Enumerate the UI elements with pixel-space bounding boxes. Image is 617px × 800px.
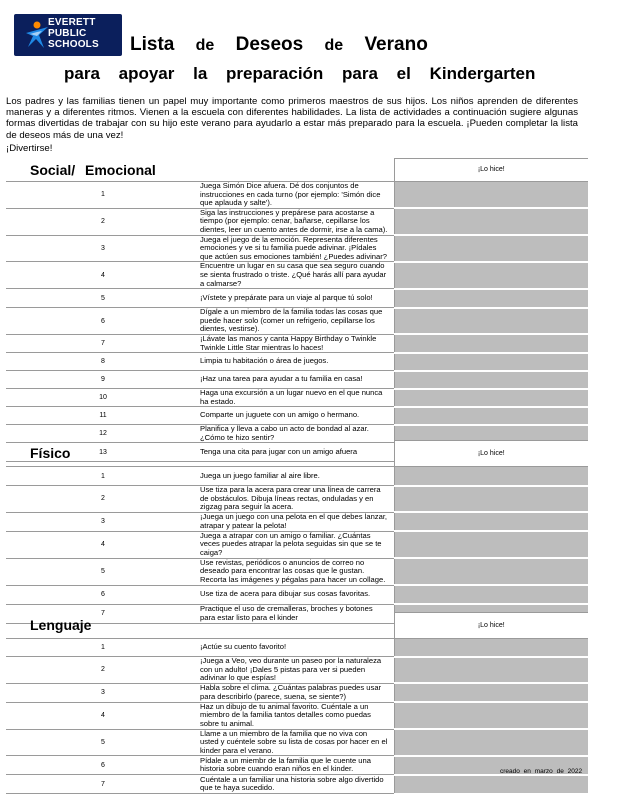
activity-row xyxy=(6,235,588,262)
activity-text: Pídale a un miembr de la familia que le cuente una historia sobre cuando eran niños en el kinder. xyxy=(200,756,394,775)
section-title: Social/ Emocional xyxy=(6,159,394,182)
activity-row xyxy=(6,262,588,289)
activity-text: Haz un dibujo de tu animal favorito. Cuéntale a un miembro de la familia tantos detalles como puedas sobre tu animal. xyxy=(200,702,394,729)
activity-number: 3 xyxy=(6,683,200,702)
activity-row xyxy=(6,702,588,729)
done-checkbox[interactable] xyxy=(394,235,588,262)
done-checkbox[interactable] xyxy=(394,371,588,389)
activity-text: Llame a un miembro de la familia que no viva con usted y cuéntele sobre su lista de cosas por hacer en el kinder para el verano. xyxy=(200,729,394,756)
done-checkbox[interactable] xyxy=(394,639,588,657)
activity-number: 5 xyxy=(6,729,200,756)
activity-row xyxy=(6,467,588,486)
activity-text: Habla sobre el clima. ¿Cuántas palabras puedes usar para describirlo (parece, suena, se siente?) xyxy=(200,683,394,702)
activity-row xyxy=(6,353,588,371)
activity-number: 3 xyxy=(6,235,200,262)
title-word-deseos: Deseos xyxy=(235,34,304,55)
activity-number: 2 xyxy=(6,208,200,235)
title-word-de-1: de xyxy=(195,37,215,54)
done-checkbox[interactable] xyxy=(394,208,588,235)
activity-text: Juega a atrapar con un amigo o familiar. ¿Cuántas veces puedes atrapar la pelota seguidas sin que se te caiga? xyxy=(200,531,394,558)
activity-number: 4 xyxy=(6,262,200,289)
activity-number: 13 xyxy=(6,443,200,462)
done-checkbox[interactable] xyxy=(394,531,588,558)
done-checkbox[interactable] xyxy=(394,353,588,371)
logo-line-1: EVERETT xyxy=(48,17,96,28)
created-date: creado en marzo de 2022 xyxy=(500,768,583,775)
activity-text: Dígale a un miembro de la familia todas las cosas que puede hacer solo (comer un refrigerio, cepillarse los dientes, vestirse). xyxy=(200,308,394,335)
activity-text: Practique el uso de cremalleras, broches y botones para estar listo para el kinder xyxy=(200,604,394,623)
done-column-label: ¡Lo hice! xyxy=(394,159,588,182)
activity-number: 2 xyxy=(6,486,200,513)
activity-text: Juega Simón Dice afuera. Dé dos conjuntos de instrucciones en cada turno (por ejemplo: 'Simón dice que aplauda y salte'). xyxy=(200,182,394,209)
activity-row xyxy=(6,639,588,657)
activity-number: 4 xyxy=(6,702,200,729)
activity-text: Siga las instrucciones y prepárese para acostarse a tiempo (por ejemplo: cenar, bañarse, cepillarse los dientes, leer un cuento antes de dormir, irse a la cama). xyxy=(200,208,394,235)
activity-text: Encuentre un lugar en su casa que sea seguro cuando se sienta frustrado o triste. ¿Qué harás allí para ayudar a calmarse? xyxy=(200,262,394,289)
page-subtitle: para apoyar la preparación para el Kindergarten xyxy=(64,64,536,83)
done-checkbox[interactable] xyxy=(394,289,588,308)
activity-row xyxy=(6,657,588,684)
activity-number: 7 xyxy=(6,334,200,352)
activity-number: 12 xyxy=(6,425,200,443)
logo-line-3: SCHOOLS xyxy=(48,39,99,50)
done-checkbox[interactable] xyxy=(394,702,588,729)
activity-number: 5 xyxy=(6,289,200,308)
title-word-de-2: de xyxy=(324,37,344,54)
activity-text: Juega un juego familiar al aire libre. xyxy=(200,467,394,486)
activity-text: Use revistas, periódicos o anuncios de correo no deseado para encontrar las cosas que le gustan. Recorta las imágenes y pégalas para hacer un collage. xyxy=(200,558,394,585)
activity-number: 6 xyxy=(6,585,200,604)
activity-row xyxy=(6,371,588,389)
section-title: Lenguaje xyxy=(6,613,394,639)
activity-text: Planifica y lleva a cabo un acto de bondad al azar. ¿Cómo te hizo sentir? xyxy=(200,425,394,443)
done-checkbox[interactable] xyxy=(394,407,588,425)
intro-paragraph: Los padres y las familias tienen un papel muy importante como primeros maestros de sus hijos. Los niños aprenden de diferentes maneras y a diferentes ritmos. Vienen a la escuela con diferentes habilidades. La lista de actividades a continuación sugiere algunas formas divertidas de trabajar con su hijo este verano para ayudarlo a estar más preparado para la escuela. ¡Pueden completar la lista de deseos más de una vez! xyxy=(6,96,578,141)
activity-number: 2 xyxy=(6,657,200,684)
activity-text: Tenga una cita para jugar con un amigo afuera xyxy=(200,443,394,462)
social-emotional-header xyxy=(6,159,588,182)
activity-row xyxy=(6,531,588,558)
activity-text: Limpia tu habitación o área de juegos. xyxy=(200,353,394,371)
activity-number: 1 xyxy=(6,182,200,209)
activity-row xyxy=(6,208,588,235)
activity-number: 6 xyxy=(6,756,200,775)
done-checkbox[interactable] xyxy=(394,512,588,531)
done-checkbox[interactable] xyxy=(394,389,588,407)
done-checkbox[interactable] xyxy=(394,467,588,486)
activity-row xyxy=(6,289,588,308)
activity-number: 8 xyxy=(6,353,200,371)
activity-row xyxy=(6,775,588,794)
activity-text: Cuéntale a un familiar una historia sobre algo divertido que te haya sucedido. xyxy=(200,775,394,794)
activity-number: 6 xyxy=(6,308,200,335)
activity-text: Haga una excursión a un lugar nuevo en el que nunca ha estado. xyxy=(200,389,394,407)
social-emotional-table xyxy=(6,158,588,463)
activity-text: Use tiza para la acera para crear una línea de carrera de obstáculos. Dibuja líneas rectas, onduladas y en zigzag para seguir la acera. xyxy=(200,486,394,513)
done-checkbox[interactable] xyxy=(394,729,588,756)
school-logo xyxy=(14,14,122,56)
activity-text: ¡Lávate las manos y canta Happy Birthday o Twinkle Twinkle Little Star mientras lo haces! xyxy=(200,334,394,352)
done-checkbox[interactable] xyxy=(394,683,588,702)
done-checkbox[interactable] xyxy=(394,657,588,684)
activity-number: 11 xyxy=(6,407,200,425)
done-checkbox[interactable] xyxy=(394,585,588,604)
activity-row xyxy=(6,683,588,702)
logo-line-2: PUBLIC xyxy=(48,28,87,39)
activity-row xyxy=(6,729,588,756)
activity-row xyxy=(6,512,588,531)
title-word-verano: Verano xyxy=(364,34,428,55)
activity-text: Comparte un juguete con un amigo o hermano. xyxy=(200,407,394,425)
activity-row xyxy=(6,407,588,425)
activity-text: ¡Actúe su cuento favorito! xyxy=(200,639,394,657)
fun-line: ¡Divertirse! xyxy=(6,143,53,154)
star-figure-icon xyxy=(22,19,50,51)
done-checkbox[interactable] xyxy=(394,486,588,513)
activity-row xyxy=(6,182,588,209)
activity-text: ¡Juega un juego con una pelota en el que debes lanzar, atrapar y patear la pelota! xyxy=(200,512,394,531)
activity-text: Use tiza de acera para dibujar sus cosas favoritas. xyxy=(200,585,394,604)
activity-row xyxy=(6,308,588,335)
activity-number: 7 xyxy=(6,604,200,623)
done-checkbox[interactable] xyxy=(394,334,588,352)
activity-number: 9 xyxy=(6,371,200,389)
done-checkbox[interactable] xyxy=(394,308,588,335)
activity-number: 4 xyxy=(6,531,200,558)
done-checkbox[interactable] xyxy=(394,775,588,794)
section-title: Físico xyxy=(6,441,394,467)
done-column-label: ¡Lo hice! xyxy=(394,613,588,639)
activity-row xyxy=(6,389,588,407)
activity-number: 1 xyxy=(6,467,200,486)
done-column-label: ¡Lo hice! xyxy=(394,441,588,467)
physical-header xyxy=(6,441,588,467)
activity-row xyxy=(6,585,588,604)
done-checkbox[interactable] xyxy=(394,182,588,209)
activity-text: ¡Haz una tarea para ayudar a tu familia en casa! xyxy=(200,371,394,389)
activity-row xyxy=(6,558,588,585)
activity-number: 1 xyxy=(6,639,200,657)
title-word-lista: Lista xyxy=(130,34,175,55)
done-checkbox[interactable] xyxy=(394,558,588,585)
language-header xyxy=(6,613,588,639)
logo-text xyxy=(48,17,99,50)
activity-number: 7 xyxy=(6,775,200,794)
activity-text: Juega el juego de la emoción. Representa diferentes emociones y ve si tu familia puede adivinar. ¡Pídales que actúen sus emociones también! ¿Puedes adivinar? xyxy=(200,235,394,262)
physical-table xyxy=(6,440,588,624)
page-title xyxy=(130,34,460,56)
done-checkbox[interactable] xyxy=(394,262,588,289)
activity-row xyxy=(6,334,588,352)
activity-row xyxy=(6,486,588,513)
activity-number: 3 xyxy=(6,512,200,531)
activity-text: ¡Juega a Veo, veo durante un paseo por la naturaleza con un adulto! ¡Dales 5 pistas para ver si pueden adivinar lo que espías! xyxy=(200,657,394,684)
activity-text: ¡Vístete y prepárate para un viaje al parque tú solo! xyxy=(200,289,394,308)
activity-number: 10 xyxy=(6,389,200,407)
activity-number: 5 xyxy=(6,558,200,585)
